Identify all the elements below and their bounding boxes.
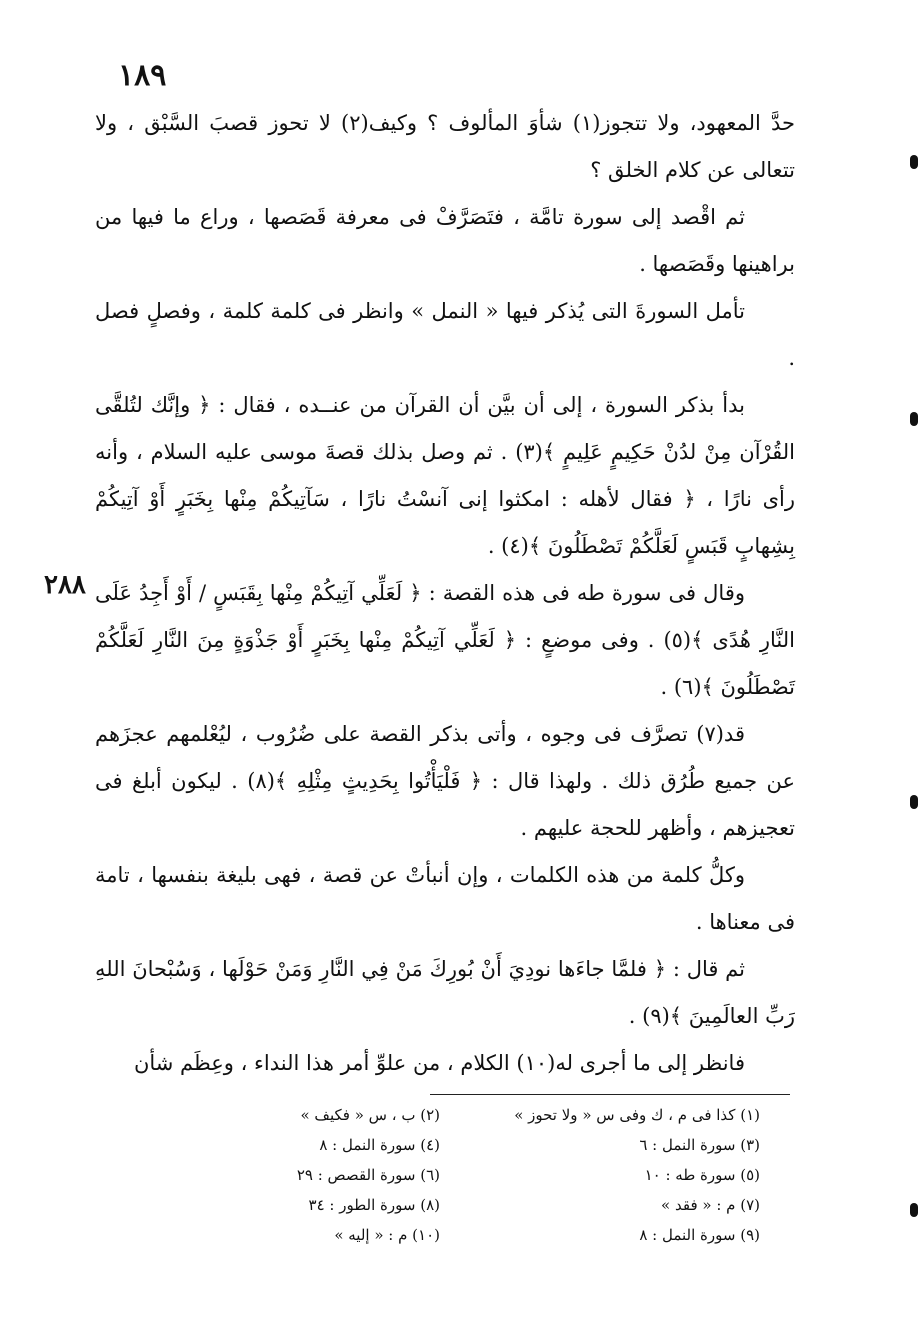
footnote-3: (٣) سورة النمل : ٦: [639, 1136, 760, 1154]
margin-page-reference: ٢٨٨: [44, 570, 86, 600]
main-text: [95, 100, 795, 1087]
binding-hole-mark: [910, 155, 918, 169]
paragraph-4: بدأ بذكر السورة ، إلى أن بيَّن أن القرآن من عنــده ، فقال : ﴿ وإنَّك لتُلقَّى القُرْآن مِنْ لدُنْ حَكِيمٍ عَلِيمٍ ﴾(٣) . ثم وصل بذلك قصةَ موسى عليه السلام ، وأنه رأى نارًا ، ﴿ فقال لأهله : امكثوا إنى آنسْتُ نارًا ، سَآتِيكُمْ مِنْها بِخَبَرٍ أَوْ آتِيكُمْ بِشِهابٍ قَبَسٍ لَعَلَّكُمْ تَصْطَلُونَ ﴾(٤) .: [95, 393, 795, 558]
footnotes: [160, 1100, 760, 1250]
footnote-4: (٤) سورة النمل : ٨: [319, 1136, 440, 1154]
page-number: ١٨٩: [118, 58, 167, 93]
footnote-divider: [430, 1094, 790, 1095]
footnote-10: (١٠) م : « إليه »: [334, 1226, 440, 1244]
paragraph-7: وكلُّ كلمة من هذه الكلمات ، وإن أنبأتْ عن قصة ، فهى بليغة بنفسها ، تامة فى معناها .: [95, 863, 795, 934]
paragraph-1: حدَّ المعهود، ولا تتجوز(١) شأوَ المألوف ؟ وكيف(٢) لا تحوز قصبَ السَّبْق ، ولا تتعالى عن كلام الخلق ؟: [95, 111, 796, 182]
footnote-1: (١) كذا فى م ، ك وفى س « ولا تحوز »: [514, 1106, 760, 1124]
footnote-5: (٥) سورة طه : ١٠: [644, 1166, 760, 1184]
footnote-2: (٢) ب ، س « فكيف »: [300, 1106, 440, 1124]
paragraph-2: ثم اقْصد إلى سورة تامَّة ، فتَصَرَّفْ فى معرفة قَصَصها ، وراع ما فيها من براهينها وقَصَصها .: [95, 205, 795, 276]
footnote-7: (٧) م : « فقد »: [661, 1196, 760, 1214]
paragraph-6: قد(٧) تصرَّف فى وجوه ، وأتى بذكر القصة على ضُرُوب ، ليُعْلمهم عجزَهم عن جميع طُرُق ذلك . ولهذا قال : ﴿ فَلْيَأْتُوا بِحَدِيثٍ مِثْلِهِ ﴾(٨) . ليكون أبلغ فى تعجيزهم ، وأظهر للحجة عليهم .: [95, 722, 795, 840]
footnote-9: (٩) سورة النمل : ٨: [639, 1226, 760, 1244]
paragraph-8: ثم قال : ﴿ فلمَّا جاءَها نودِيَ أَنْ بُورِكَ مَنْ فِي النَّارِ وَمَنْ حَوْلَها ، وَسُبْحانَ اللهِ رَبِّ العالَمِينَ ﴾(٩) .: [95, 957, 795, 1028]
binding-hole-mark: [910, 412, 918, 426]
footnote-6: (٦) سورة القصص : ٢٩: [296, 1166, 440, 1184]
footnote-8: (٨) سورة الطور : ٣٤: [308, 1196, 440, 1214]
paragraph-3: تأمل السورةَ التى يُذكر فيها « النمل » وانظر فى كلمة كلمة ، وفصلٍ فصل .: [95, 299, 795, 370]
binding-hole-mark: [910, 1203, 918, 1217]
paragraph-9: فانظر إلى ما أجرى له(١٠) الكلام ، من علوِّ أمر هذا النداء ، وعِظَم شأن: [133, 1051, 745, 1075]
paragraph-5: وقال فى سورة طه فى هذه القصة : ﴿ لَعَلِّي آتِيكُمْ مِنْها بِقَبَسٍ / أَوْ أَجِدُ عَلَى النَّارِ هُدًى ﴾(٥) . وفى موضعٍ : ﴿ لَعَلِّي آتِيكُمْ مِنْها بِخَبَرٍ أَوْ جَذْوَةٍ مِنَ النَّارِ لَعَلَّكُمْ تَصْطَلُونَ ﴾(٦) .: [95, 581, 795, 699]
binding-hole-mark: [910, 795, 918, 809]
